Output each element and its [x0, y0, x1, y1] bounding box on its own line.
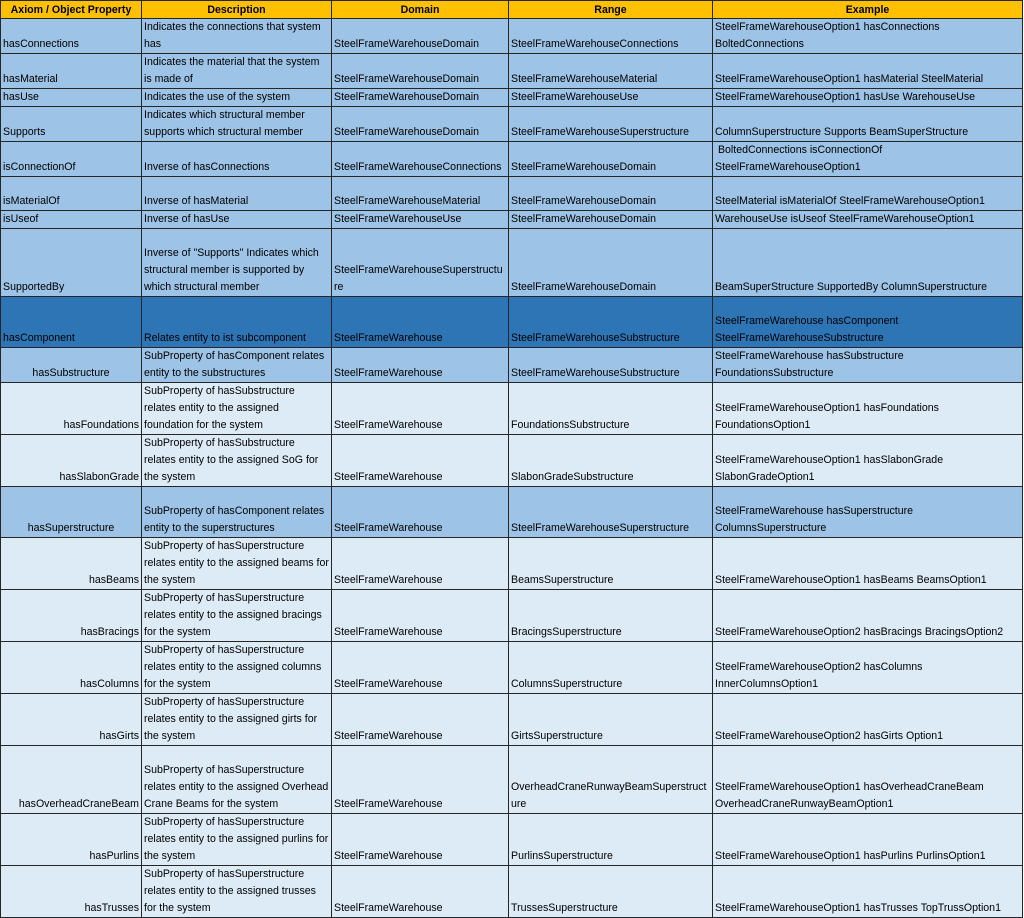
- cell-axiom[interactable]: hasTrusses: [1, 866, 142, 918]
- cell-description[interactable]: Indicates the use of the system: [142, 89, 332, 107]
- cell-domain[interactable]: SteelFrameWarehouseDomain: [332, 107, 509, 142]
- cell-description[interactable]: SubProperty of hasSuperstructure relates entity to the assigned bracings for the system: [142, 590, 332, 642]
- cell-range[interactable]: PurlinsSuperstructure: [509, 814, 713, 866]
- cell-example[interactable]: SteelFrameWarehouseOption1 hasConnections BoltedConnections: [713, 19, 1023, 54]
- table-row: [1, 383, 1023, 435]
- table-row: [1, 348, 1023, 383]
- cell-description[interactable]: SubProperty of hasSuperstructure relates entity to the assigned columns for the system: [142, 642, 332, 694]
- cell-domain[interactable]: SteelFrameWarehouse: [332, 538, 509, 590]
- cell-axiom[interactable]: Supports: [1, 107, 142, 142]
- cell-description[interactable]: SubProperty of hasComponent relates entity to the substructures: [142, 348, 332, 383]
- cell-axiom[interactable]: hasMaterial: [1, 54, 142, 89]
- table-row: [1, 89, 1023, 107]
- cell-axiom[interactable]: hasPurlins: [1, 814, 142, 866]
- cell-description[interactable]: Inverse of hasUse: [142, 211, 332, 229]
- cell-description[interactable]: Indicates the connections that system has: [142, 19, 332, 54]
- cell-domain[interactable]: SteelFrameWarehouse: [332, 694, 509, 746]
- cell-description[interactable]: Inverse of hasConnections: [142, 142, 332, 177]
- cell-description[interactable]: Indicates the material that the system is made of: [142, 54, 332, 89]
- table-row: [1, 211, 1023, 229]
- cell-domain[interactable]: SteelFrameWarehouse: [332, 383, 509, 435]
- table-row: [1, 642, 1023, 694]
- cell-description[interactable]: Inverse of "Supports" Indicates which structural member is supported by which structural member: [142, 229, 332, 297]
- cell-axiom[interactable]: hasConnections: [1, 19, 142, 54]
- cell-example[interactable]: SteelFrameWarehouseOption1 hasMaterial SteelMaterial: [713, 54, 1023, 89]
- cell-example[interactable]: SteelFrameWarehouseOption1 hasTrusses TopTrussOption1: [713, 866, 1023, 918]
- cell-example[interactable]: SteelFrameWarehouseOption1 hasUse WarehouseUse: [713, 89, 1023, 107]
- cell-range[interactable]: SteelFrameWarehouseDomain: [509, 177, 713, 211]
- cell-range[interactable]: SteelFrameWarehouseSubstructure: [509, 348, 713, 383]
- table-row: [1, 19, 1023, 54]
- cell-axiom[interactable]: hasUse: [1, 89, 142, 107]
- cell-range[interactable]: GirtsSuperstructure: [509, 694, 713, 746]
- cell-example[interactable]: SteelMaterial isMaterialOf SteelFrameWarehouseOption1: [713, 177, 1023, 211]
- cell-axiom[interactable]: isMaterialOf: [1, 177, 142, 211]
- cell-range[interactable]: SteelFrameWarehouseDomain: [509, 142, 713, 177]
- table-row: [1, 746, 1023, 814]
- cell-range[interactable]: BeamsSuperstructure: [509, 538, 713, 590]
- cell-example[interactable]: BoltedConnections isConnectionOf SteelFrameWarehouseOption1: [713, 142, 1023, 177]
- table-row: [1, 590, 1023, 642]
- cell-range[interactable]: SteelFrameWarehouseSuperstructure: [509, 487, 713, 538]
- table-row: [1, 177, 1023, 211]
- cell-axiom[interactable]: hasComponent: [1, 297, 142, 348]
- cell-domain[interactable]: SteelFrameWarehouse: [332, 297, 509, 348]
- table-body: [1, 19, 1023, 918]
- cell-domain[interactable]: SteelFrameWarehouse: [332, 348, 509, 383]
- cell-domain[interactable]: SteelFrameWarehouse: [332, 487, 509, 538]
- cell-domain[interactable]: SteelFrameWarehouseConnections: [332, 142, 509, 177]
- cell-axiom[interactable]: hasOverheadCraneBeam: [1, 746, 142, 814]
- cell-domain[interactable]: SteelFrameWarehouseDomain: [332, 54, 509, 89]
- cell-description[interactable]: SubProperty of hasSuperstructure relates entity to the assigned beams for the system: [142, 538, 332, 590]
- cell-domain[interactable]: SteelFrameWarehouseUse: [332, 211, 509, 229]
- cell-range[interactable]: BracingsSuperstructure: [509, 590, 713, 642]
- cell-description[interactable]: Relates entity to ist subcomponent: [142, 297, 332, 348]
- table-row: [1, 487, 1023, 538]
- cell-domain[interactable]: SteelFrameWarehouse: [332, 866, 509, 918]
- cell-description[interactable]: SubProperty of hasComponent relates entity to the superstructures: [142, 487, 332, 538]
- cell-range[interactable]: OverheadCraneRunwayBeamSuperstructure: [509, 746, 713, 814]
- cell-axiom[interactable]: hasSuperstructure: [1, 487, 142, 538]
- cell-example[interactable]: SteelFrameWarehouse hasSuperstructure ColumnsSuperstructure: [713, 487, 1023, 538]
- cell-description[interactable]: SubProperty of hasSuperstructure relates entity to the assigned girts for the system: [142, 694, 332, 746]
- cell-axiom[interactable]: hasSubstructure: [1, 348, 142, 383]
- cell-example[interactable]: SteelFrameWarehouseOption2 hasGirts Option1: [713, 694, 1023, 746]
- cell-description[interactable]: SubProperty of hasSuperstructure relates entity to the assigned trusses for the system: [142, 866, 332, 918]
- table-row: [1, 538, 1023, 590]
- cell-example[interactable]: WarehouseUse isUseof SteelFrameWarehouseOption1: [713, 211, 1023, 229]
- cell-range[interactable]: SlabonGradeSubstructure: [509, 435, 713, 487]
- cell-example[interactable]: SteelFrameWarehouseOption1 hasOverheadCraneBeam OverheadCraneRunwayBeamOption1: [713, 746, 1023, 814]
- cell-axiom[interactable]: isUseof: [1, 211, 142, 229]
- cell-example[interactable]: SteelFrameWarehouseOption2 hasColumns InnerColumnsOption1: [713, 642, 1023, 694]
- header-example[interactable]: Example: [713, 1, 1023, 19]
- cell-domain[interactable]: SteelFrameWarehouse: [332, 435, 509, 487]
- cell-description[interactable]: SubProperty of hasSuperstructure relates entity to the assigned purlins for the system: [142, 814, 332, 866]
- cell-axiom[interactable]: hasFoundations: [1, 383, 142, 435]
- cell-range[interactable]: SteelFrameWarehouseUse: [509, 89, 713, 107]
- cell-example[interactable]: SteelFrameWarehouseOption1 hasFoundations FoundationsOption1: [713, 383, 1023, 435]
- cell-domain[interactable]: SteelFrameWarehouse: [332, 642, 509, 694]
- cell-description[interactable]: SubProperty of hasSubstructure relates entity to the assigned foundation for the system: [142, 383, 332, 435]
- cell-range[interactable]: SteelFrameWarehouseMaterial: [509, 54, 713, 89]
- cell-description[interactable]: SubProperty of hasSuperstructure relates entity to the assigned Overhead Crane Beams for the system: [142, 746, 332, 814]
- table-row: [1, 866, 1023, 918]
- header-axiom[interactable]: Axiom / Object Property: [1, 1, 142, 19]
- cell-example[interactable]: BeamSuperStructure SupportedBy ColumnSuperstructure: [713, 229, 1023, 297]
- table-row: [1, 814, 1023, 866]
- cell-description[interactable]: Inverse of hasMaterial: [142, 177, 332, 211]
- cell-range[interactable]: SteelFrameWarehouseSuperstructure: [509, 107, 713, 142]
- cell-axiom[interactable]: hasBeams: [1, 538, 142, 590]
- table-row: [1, 107, 1023, 142]
- table-row: [1, 435, 1023, 487]
- cell-example[interactable]: ColumnSuperstructure Supports BeamSuperStructure: [713, 107, 1023, 142]
- cell-description[interactable]: SubProperty of hasSubstructure relates entity to the assigned SoG for the system: [142, 435, 332, 487]
- cell-range[interactable]: SteelFrameWarehouseDomain: [509, 229, 713, 297]
- cell-example[interactable]: SteelFrameWarehouseOption1 hasPurlins PurlinsOption1: [713, 814, 1023, 866]
- cell-domain[interactable]: SteelFrameWarehouse: [332, 590, 509, 642]
- cell-example[interactable]: SteelFrameWarehouse hasComponent SteelFrameWarehouseSubstructure: [713, 297, 1023, 348]
- cell-domain[interactable]: SteelFrameWarehouseDomain: [332, 89, 509, 107]
- cell-axiom[interactable]: isConnectionOf: [1, 142, 142, 177]
- table-row: [1, 54, 1023, 89]
- table-row: [1, 694, 1023, 746]
- cell-example[interactable]: SteelFrameWarehouseOption1 hasBeams BeamsOption1: [713, 538, 1023, 590]
- cell-example[interactable]: SteelFrameWarehouse hasSubstructure FoundationsSubstructure: [713, 348, 1023, 383]
- cell-axiom[interactable]: hasSlabonGrade: [1, 435, 142, 487]
- header-description[interactable]: Description: [142, 1, 332, 19]
- cell-axiom[interactable]: hasGirts: [1, 694, 142, 746]
- cell-example[interactable]: SteelFrameWarehouseOption1 hasSlabonGrade SlabonGradeOption1: [713, 435, 1023, 487]
- cell-example[interactable]: SteelFrameWarehouseOption2 hasBracings BracingsOption2: [713, 590, 1023, 642]
- cell-axiom[interactable]: hasColumns: [1, 642, 142, 694]
- cell-domain[interactable]: SteelFrameWarehouse: [332, 746, 509, 814]
- cell-domain[interactable]: SteelFrameWarehouse: [332, 814, 509, 866]
- table-row: [1, 297, 1023, 348]
- cell-description[interactable]: Indicates which structural member supports which structural member: [142, 107, 332, 142]
- cell-range[interactable]: ColumnsSuperstructure: [509, 642, 713, 694]
- header-domain[interactable]: Domain: [332, 1, 509, 19]
- cell-domain[interactable]: SteelFrameWarehouseMaterial: [332, 177, 509, 211]
- table-header-row: [1, 1, 1023, 19]
- cell-domain[interactable]: SteelFrameWarehouseDomain: [332, 19, 509, 54]
- cell-range[interactable]: SteelFrameWarehouseConnections: [509, 19, 713, 54]
- header-range[interactable]: Range: [509, 1, 713, 19]
- cell-range[interactable]: SteelFrameWarehouseSubstructure: [509, 297, 713, 348]
- cell-range[interactable]: FoundationsSubstructure: [509, 383, 713, 435]
- cell-range[interactable]: TrussesSuperstructure: [509, 866, 713, 918]
- cell-axiom[interactable]: hasBracings: [1, 590, 142, 642]
- cell-domain[interactable]: SteelFrameWarehouseSuperstructure: [332, 229, 509, 297]
- table-row: [1, 142, 1023, 177]
- cell-range[interactable]: SteelFrameWarehouseDomain: [509, 211, 713, 229]
- cell-axiom[interactable]: SupportedBy: [1, 229, 142, 297]
- table-row: [1, 229, 1023, 297]
